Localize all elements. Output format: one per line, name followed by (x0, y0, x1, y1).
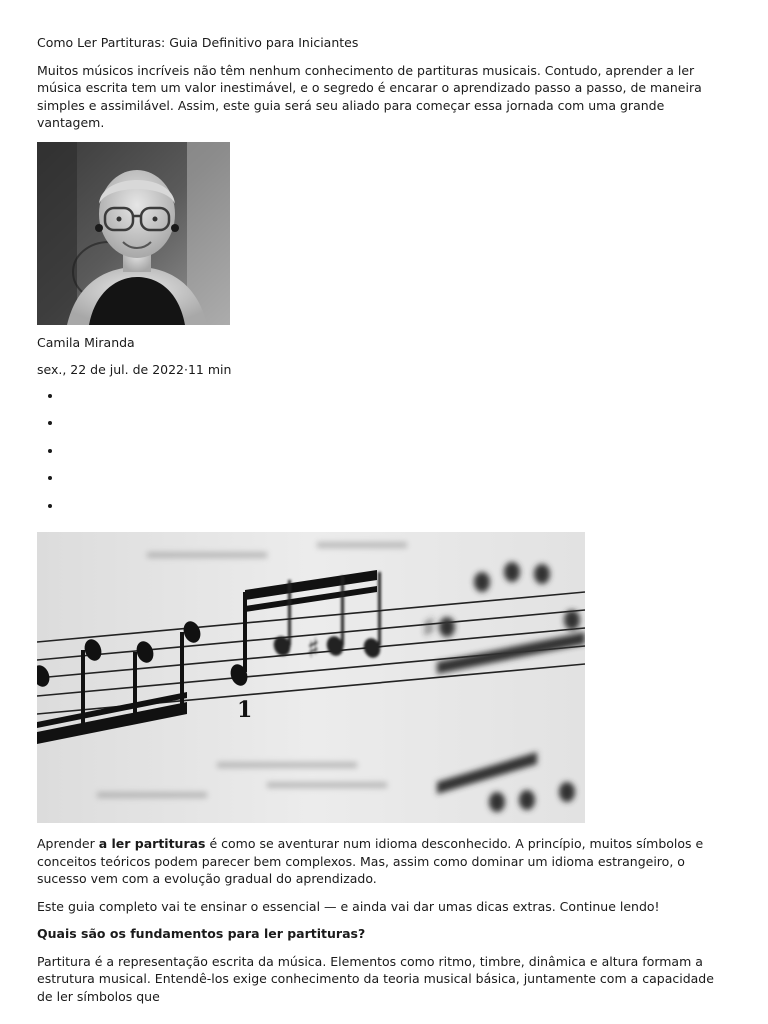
guide-paragraph: Este guia completo vai te ensinar o essencial — e ainda vai dar umas dicas extras. Continue lendo! (37, 898, 660, 914)
share-item[interactable] (62, 469, 727, 497)
section-paragraph: Partitura é a representação escrita da música. Elementos como ritmo, timbre, dinâmica e altura formam a estrutura musical. Entendê-los exige conhecimento da teoria musical básica, juntamente com a capacidade de ler símbolos que (37, 953, 714, 1004)
article-title: Como Ler Partituras: Guia Definitivo para Iniciantes (37, 35, 359, 50)
svg-text:♯: ♯ (422, 611, 436, 644)
intro-paragraph (37, 835, 727, 888)
sheet-music-image (37, 532, 585, 823)
share-list (37, 387, 727, 525)
article-lead: Muitos músicos incríveis não têm nenhum conhecimento de partituras musicais. Contudo, aprender a ler música escrita tem um valor inestimável, e o segredo é encarar o aprendizado passo a passo, de maneira simples e assimilável. Assim, este guia será seu aliado para começar essa jornada com uma grande vantagem. (37, 62, 702, 130)
section-heading: Quais são os fundamentos para ler partituras? (37, 926, 366, 941)
intro-keyword: a ler partituras (98, 836, 206, 851)
share-item[interactable] (62, 414, 727, 442)
share-item[interactable] (62, 387, 727, 415)
post-meta: sex., 22 de jul. de 2022·11 min (37, 362, 232, 377)
measure-number: 1 (237, 697, 253, 723)
author-name[interactable]: Camila Miranda (37, 334, 135, 350)
share-item[interactable] (62, 497, 727, 525)
author-photo (37, 142, 230, 325)
article (37, 34, 727, 1015)
svg-text:♯: ♯ (307, 634, 320, 664)
share-item[interactable] (62, 442, 727, 470)
intro-text-before: Aprender (37, 836, 99, 851)
intro-text-after: é como se aventurar num idioma desconhecido. A princípio, muitos símbolos e conceitos teóricos podem parecer bem complexos. Mas, assim como dominar um idioma estrangeiro, o sucesso vem com a evolução gradual do aprendizado. (37, 836, 704, 886)
